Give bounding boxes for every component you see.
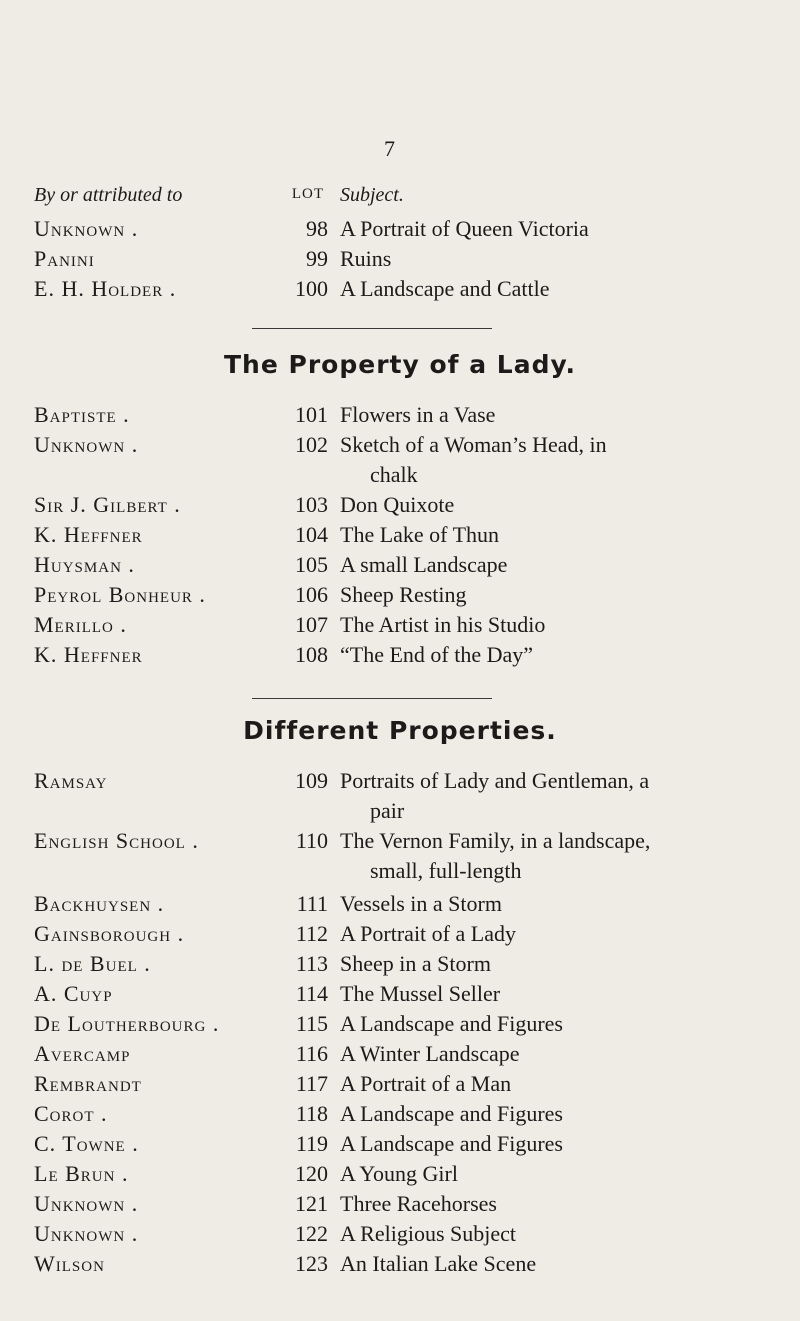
lot-number: 111 — [296, 891, 328, 916]
lot-number: 103 — [295, 492, 328, 517]
lot-subject: Three Racehorses — [340, 1191, 497, 1216]
subject-column-header: Subject. — [340, 184, 404, 206]
artist-name: Backhuysen . — [34, 891, 165, 916]
lot-row — [0, 552, 800, 582]
artist-name: Panini — [34, 246, 95, 271]
lot-row — [0, 612, 800, 642]
lot-number: 119 — [295, 1131, 328, 1156]
lot-number: 120 — [295, 1161, 328, 1186]
lot-row — [0, 582, 800, 612]
lot-number: 109 — [295, 768, 328, 793]
lot-subject: “The End of the Day” — [340, 642, 534, 667]
lot-column-header: LOT — [291, 186, 324, 202]
lot-row — [0, 1071, 800, 1101]
lot-row — [0, 432, 800, 487]
lot-subject: Ruins — [340, 246, 392, 271]
section-divider — [252, 328, 492, 329]
lot-number: 112 — [295, 921, 328, 946]
lot-number: 105 — [295, 552, 328, 577]
lot-subject: A Landscape and Figures — [340, 1131, 563, 1156]
artist-column-header: By or attributed to — [34, 184, 183, 206]
artist-name: C. Towne . — [34, 1131, 139, 1156]
lot-row — [0, 951, 800, 981]
lot-subject-continuation: chalk — [370, 462, 418, 487]
lot-subject: The Lake of Thun — [340, 522, 500, 547]
lot-number: 115 — [295, 1011, 328, 1036]
artist-name: Sir J. Gilbert . — [34, 492, 181, 517]
artist-name: L. de Buel . — [34, 951, 151, 976]
lot-subject: An Italian Lake Scene — [340, 1251, 537, 1276]
lot-number: 98 — [306, 216, 328, 241]
lot-number: 117 — [295, 1071, 328, 1096]
artist-name: Rembrandt — [34, 1071, 142, 1096]
lot-row — [0, 216, 800, 246]
artist-name: Le Brun . — [34, 1161, 129, 1186]
lot-row — [0, 891, 800, 921]
artist-name: Unknown . — [34, 216, 139, 241]
lot-row — [0, 246, 800, 276]
lot-number: 113 — [295, 951, 328, 976]
section-title-lady: The Property of a Lady. — [224, 350, 576, 379]
lot-row — [0, 921, 800, 951]
lot-row — [0, 1221, 800, 1251]
lot-subject: A Portrait of Queen Victoria — [340, 216, 589, 241]
artist-name: Unknown . — [34, 1221, 139, 1246]
lot-subject: Portraits of Lady and Gentleman, a — [340, 768, 650, 793]
lot-subject: The Artist in his Studio — [340, 612, 546, 637]
lot-subject: The Vernon Family, in a landscape, — [340, 828, 651, 853]
lot-number: 122 — [295, 1221, 328, 1246]
lot-row — [0, 1251, 800, 1281]
lot-number: 108 — [295, 642, 328, 667]
lot-row — [0, 1101, 800, 1131]
lot-row — [0, 492, 800, 522]
artist-name: Wilson — [34, 1251, 105, 1276]
lot-subject: Vessels in a Storm — [340, 891, 502, 916]
lot-number: 107 — [295, 612, 328, 637]
artist-name: Ramsay — [34, 768, 108, 793]
lot-row — [0, 828, 800, 883]
lot-subject: A Young Girl — [340, 1161, 458, 1186]
lot-number: 110 — [295, 828, 328, 853]
lot-subject: Flowers in a Vase — [340, 402, 496, 427]
lot-number: 104 — [295, 522, 328, 547]
lot-subject: Sheep in a Storm — [340, 951, 491, 976]
section-divider — [252, 698, 492, 699]
artist-name: Peyrol Bonheur . — [34, 582, 206, 607]
lot-number: 118 — [295, 1101, 328, 1126]
column-header-row — [0, 184, 800, 212]
lot-subject: Don Quixote — [340, 492, 455, 517]
lot-subject: The Mussel Seller — [340, 981, 501, 1006]
lot-row — [0, 1131, 800, 1161]
lot-number: 121 — [295, 1191, 328, 1216]
lot-subject-continuation: pair — [370, 798, 405, 823]
lot-row — [0, 522, 800, 552]
lot-subject: A small Landscape — [340, 552, 508, 577]
lot-number: 114 — [295, 981, 328, 1006]
lot-row — [0, 1011, 800, 1041]
artist-name: Baptiste . — [34, 402, 130, 427]
artist-name: De Loutherbourg . — [34, 1011, 220, 1036]
artist-name: Avercamp — [34, 1041, 131, 1066]
lot-number: 101 — [295, 402, 328, 427]
lot-row — [0, 276, 800, 306]
lot-number: 116 — [295, 1041, 328, 1066]
lot-subject: A Winter Landscape — [340, 1041, 520, 1066]
lot-row — [0, 768, 800, 823]
lot-number: 99 — [306, 246, 328, 271]
lot-number: 102 — [295, 432, 328, 457]
lot-row — [0, 402, 800, 432]
lot-subject: Sheep Resting — [340, 582, 467, 607]
lot-row — [0, 1191, 800, 1221]
lot-subject: A Landscape and Figures — [340, 1011, 563, 1036]
artist-name: Corot . — [34, 1101, 108, 1126]
artist-name: Huysman . — [34, 552, 135, 577]
artist-name: Merillo . — [34, 612, 127, 637]
lot-subject: A Landscape and Cattle — [340, 276, 550, 301]
lot-subject: Sketch of a Woman’s Head, in — [340, 432, 607, 457]
artist-name: E. H. Holder . — [34, 276, 177, 301]
artist-name: English School . — [34, 828, 199, 853]
lot-row — [0, 1161, 800, 1191]
lot-row — [0, 642, 800, 672]
artist-name: Gainsborough . — [34, 921, 185, 946]
artist-name: K. Heffner — [34, 522, 143, 547]
artist-name: A. Cuyp — [34, 981, 113, 1006]
page-number: 7 — [384, 136, 395, 161]
lot-subject: A Religious Subject — [340, 1221, 516, 1246]
artist-name: Unknown . — [34, 1191, 139, 1216]
lot-number: 100 — [295, 276, 328, 301]
lot-row — [0, 981, 800, 1011]
artist-name: Unknown . — [34, 432, 139, 457]
lot-row — [0, 1041, 800, 1071]
lot-subject: A Landscape and Figures — [340, 1101, 563, 1126]
artist-name: K. Heffner — [34, 642, 143, 667]
lot-number: 106 — [295, 582, 328, 607]
lot-subject-continuation: small, full-length — [370, 858, 522, 883]
section-title-different: Different Properties. — [243, 716, 557, 745]
lot-number: 123 — [295, 1251, 328, 1276]
lot-subject: A Portrait of a Lady — [340, 921, 516, 946]
lot-subject: A Portrait of a Man — [340, 1071, 512, 1096]
